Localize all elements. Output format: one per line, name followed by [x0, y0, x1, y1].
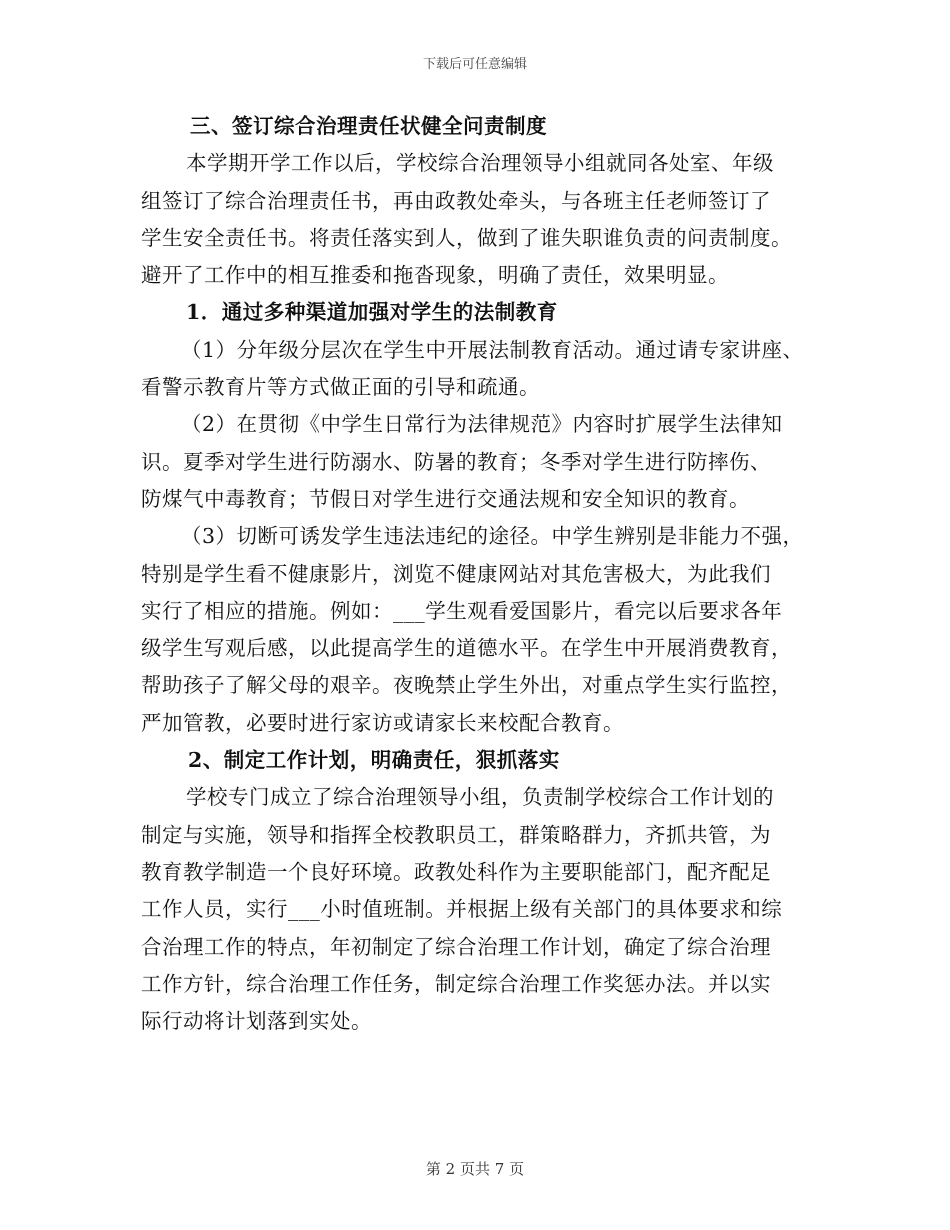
document-body — [141, 108, 831, 1040]
paragraph-line: （1）分年级分层次在学生中开展法制教育活动。通过请专家讲座、 — [181, 337, 804, 362]
paragraph-line: 避开了工作中的相互推委和拖沓现象，明确了责任，效果明显。 — [141, 263, 729, 288]
paragraph-line: （2）在贯彻《中学生日常行为法律规范》内容时扩展学生法律知 — [181, 412, 783, 437]
paragraph-line: 帮助孩子了解父母的艰辛。夜晚禁止学生外出，对重点学生实行监控， — [141, 673, 792, 698]
paragraph-line: 级学生写观后感，以此提高学生的道德水平。在学生中开展消费教育， — [141, 636, 792, 661]
page-footer: 第 2 页共 7 页 — [425, 1160, 525, 1178]
paragraph-line: 识。夏季对学生进行防溺水、防暑的教育；冬季对学生进行防摔伤、 — [141, 449, 771, 474]
paragraph-line: 严加管教，必要时进行家访或请家长来校配合教育。 — [141, 710, 624, 735]
page-header: 下载后可任意编辑 — [422, 57, 527, 72]
paragraph-line: 本学期开学工作以后，学校综合治理领导小组就同各处室、年级 — [186, 151, 774, 176]
paragraph-line: 看警示教育片等方式做正面的引导和疏通。 — [141, 375, 540, 400]
paragraph-line: 际行动将计划落到实处。 — [141, 1009, 372, 1034]
subsection-heading: 2、制定工作计划，明确责任，狠抓落实 — [188, 748, 560, 773]
paragraph-line: （3）切断可诱发学生违法违纪的途径。中学生辨别是非能力不强， — [181, 524, 804, 549]
paragraph-line: 实行了相应的措施。例如：___学生观看爱国影片，看完以后要求各年 — [141, 598, 783, 623]
paragraph-line: 制定与实施，领导和指挥全校教职员工，群策略群力，齐抓共管，为 — [141, 822, 771, 847]
paragraph-line: 合治理工作的特点，年初制定了综合治理工作计划，确定了综合治理 — [141, 934, 771, 959]
paragraph-line: 防煤气中毒教育；节假日对学生进行交通法规和安全知识的教育。 — [141, 486, 750, 511]
section-heading: 三、签订综合治理责任状健全问责制度 — [190, 114, 547, 138]
paragraph-line: 教育教学制造一个良好环境。政教处科作为主要职能部门，配齐配足 — [141, 859, 771, 884]
paragraph-line: 组签订了综合治理责任书，再由政教处牵头，与各班主任老师签订了 — [141, 188, 771, 213]
paragraph-line: 特别是学生看不健康影片，浏览不健康网站对其危害极大，为此我们 — [141, 561, 771, 586]
paragraph-line: 学生安全责任书。将责任落实到人，做到了谁失职谁负责的问责制度。 — [141, 225, 792, 250]
paragraph-line: 工作方针，综合治理工作任务，制定综合治理工作奖惩办法。并以实 — [141, 971, 771, 996]
paragraph-line: 工作人员，实行___小时值班制。并根据上级有关部门的具体要求和综 — [141, 897, 783, 922]
paragraph-line: 学校专门成立了综合治理领导小组，负责制学校综合工作计划的 — [186, 785, 774, 810]
subsection-heading: 1．通过多种渠道加强对学生的法制教育 — [186, 300, 558, 325]
